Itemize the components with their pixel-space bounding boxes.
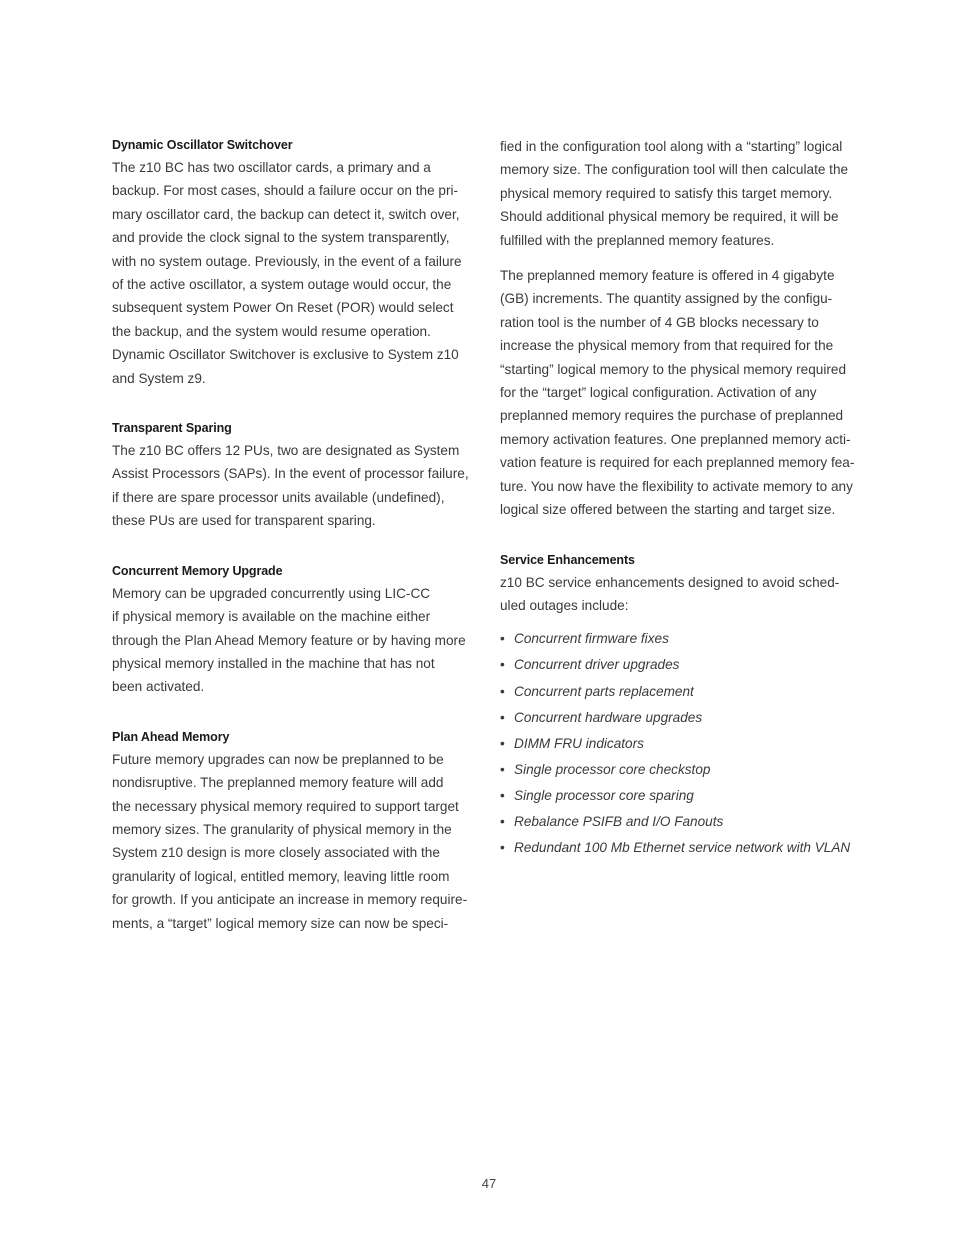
text-line: been activated. [112,679,205,695]
section-plan-ahead-memory [112,727,484,935]
text-line: The z10 BC has two oscillator cards, a primary and a [112,160,431,175]
text-line: The z10 BC offers 12 PUs, two are designated as System [112,443,460,459]
text-line: for growth. If you anticipate an increase in memory require- [112,892,468,908]
text-line: Future memory upgrades can now be preplanned to be [112,751,444,767]
text-line: nondisruptive. The preplanned memory feature will add [112,775,444,791]
section-transparent-sparing [112,418,484,533]
list-item-text: Concurrent firmware fixes [514,631,669,647]
text-line: memory activation features. One preplanned memory acti- [500,431,851,447]
text-line: subsequent system Power On Reset (POR) would select [112,300,454,316]
text-line: vation feature is required for each preplanned memory fea- [500,455,855,471]
list-item [500,679,872,705]
bullet-list [500,626,872,861]
section-heading: Dynamic Oscillator Switchover [112,138,293,152]
text-line: uled outages include: [500,597,629,613]
section-concurrent-memory-upgrade [112,561,484,699]
text-line: for the “target” logical configuration. Activation of any [500,385,817,401]
list-item-text: Rebalance PSIFB and I/O Fanouts [514,813,724,829]
bullet-icon: • [500,683,505,699]
right-column [500,135,872,861]
text-line: (GB) increments. The quantity assigned by the configu- [500,291,833,307]
bullet-icon: • [500,787,505,803]
list-item-text: Redundant 100 Mb Ethernet service network with VLAN [514,840,851,856]
section-heading: Plan Ahead Memory [112,729,230,744]
text-line: these PUs are used for transparent sparing. [112,513,376,529]
list-item [500,757,872,783]
plan-ahead-continuation [500,135,872,252]
text-line: and System z9. [112,370,206,386]
text-line: Memory can be upgraded concurrently using LIC-CC [112,585,431,601]
bullet-icon: • [500,631,505,647]
text-line: fied in the configuration tool along with a “starting” logical [500,139,843,154]
text-line: ration tool is the number of 4 GB blocks necessary to [500,314,819,330]
list-item-text: Concurrent parts replacement [514,683,694,699]
text-line: Assist Processors (SAPs). In the event of processor failure, [112,466,469,482]
bullet-icon: • [500,813,505,829]
list-item [500,809,872,835]
section-body [112,748,484,935]
list-item [500,705,872,731]
text-line: ture. You now have the flexibility to activate memory to any [500,478,853,494]
text-line: physical memory installed in the machine that has not [112,655,435,671]
list-item-text: Concurrent hardware upgrades [514,709,703,725]
text-line: of the active oscillator, a system outage would occur, the [112,277,452,293]
text-line: backup. For most cases, should a failure occur on the pri- [112,183,459,199]
text-line: physical memory required to satisfy this target memory. [500,185,833,201]
list-item [500,626,872,652]
text-line: logical size offered between the starting and target size. [500,502,836,518]
left-column [112,135,484,963]
page-number: 47 [481,1176,497,1191]
text-line: through the Plan Ahead Memory feature or by having more [112,632,466,648]
bullet-icon: • [500,840,505,856]
text-line: System z10 design is more closely associated with the [112,845,440,861]
section-body [112,439,484,533]
text-line: the backup, and the system would resume operation. [112,323,431,339]
section-service-enhancements [500,550,872,862]
text-line: the necessary physical memory required to support target [112,798,459,814]
text-line: if there are spare processor units available (undefined), [112,489,445,505]
section-body [112,582,484,699]
text-line: with no system outage. Previously, in the event of a failure [112,253,462,269]
list-item-text: Single processor core checkstop [514,761,711,777]
section-heading: Service Enhancements [500,552,635,567]
text-line: “starting” logical memory to the physical memory required [500,361,847,377]
text-line: and provide the clock signal to the system transparently, [112,230,450,246]
text-line: granularity of logical, entitled memory, leaving little room [112,868,450,884]
list-item-text: Concurrent driver upgrades [514,657,680,673]
list-item [500,652,872,678]
text-line: memory size. The configuration tool will then calculate the [500,162,849,178]
text-line: z10 BC service enhancements designed to avoid sched- [500,574,840,590]
bullet-icon: • [500,735,505,751]
text-line: memory sizes. The granularity of physical memory in the [112,821,452,837]
section-dynamic-oscillator-switchover [112,135,484,390]
paragraph-spacer [500,252,872,264]
text-line: if physical memory is available on the machine either [112,609,431,625]
text-line: mary oscillator card, the backup can detect it, switch over, [112,206,460,222]
text-line: increase the physical memory from that required for the [500,338,834,354]
bullet-icon: • [500,709,505,725]
list-item-text: DIMM FRU indicators [514,735,644,751]
section-heading: Concurrent Memory Upgrade [112,563,283,578]
section-heading: Transparent Sparing [112,421,232,436]
text-line: Dynamic Oscillator Switchover is exclusive to System z10 [112,347,459,363]
text-line: ments, a “target” logical memory size can now be speci- [112,915,449,931]
text-line: preplanned memory requires the purchase of preplanned [500,408,844,424]
bullet-icon: • [500,657,505,673]
bullet-icon: • [500,761,505,777]
section-body [112,156,484,390]
text-line: Should additional physical memory be required, it will be [500,209,839,225]
list-item [500,783,872,809]
preplanned-memory-paragraph [500,264,872,521]
list-item [500,731,872,757]
text-line: fulfilled with the preplanned memory features. [500,232,775,248]
text-line: The preplanned memory feature is offered in 4 gigabyte [500,268,835,284]
list-item [500,835,872,861]
list-item-text: Single processor core sparing [514,787,694,803]
